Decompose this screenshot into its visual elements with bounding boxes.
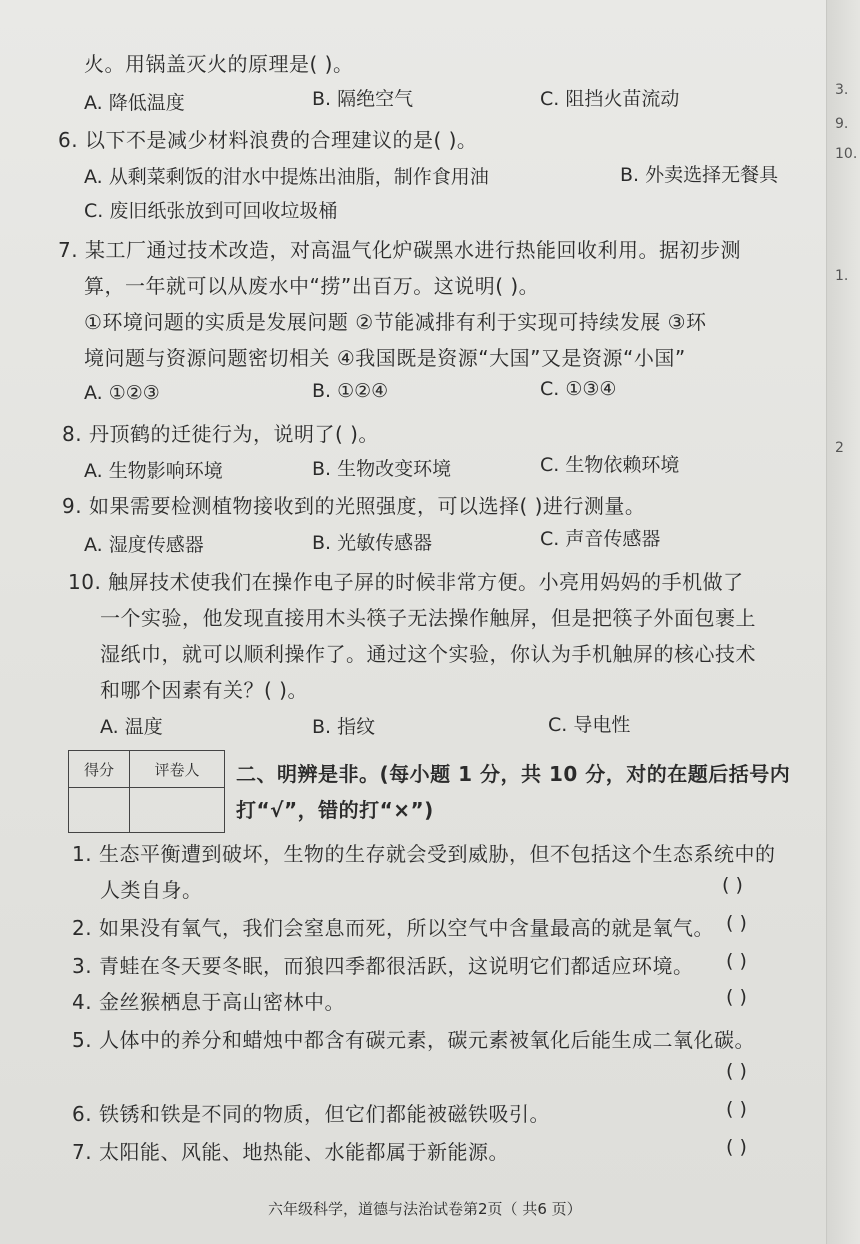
score-cell[interactable] xyxy=(69,788,130,833)
tf-q4-answer[interactable]: ( ) xyxy=(726,986,747,1008)
margin-mark: 9. xyxy=(835,116,849,132)
q6-stem: 6. 以下不是减少材料浪费的合理建议的是( )。 xyxy=(58,128,478,152)
q10-line-4: 和哪个因素有关？( )。 xyxy=(100,678,308,702)
tf-q2-answer[interactable]: ( ) xyxy=(726,912,747,934)
q6-option-c: C. 废旧纸张放到可回收垃圾桶 xyxy=(84,200,338,222)
q10-line-2: 一个实验，他发现直接用木头筷子无法操作触屏，但是把筷子外面包裹上 xyxy=(100,606,756,630)
q7-line-1: 7. 某工厂通过技术改造，对高温气化炉碳黑水进行热能回收利用。据初步测 xyxy=(58,238,741,262)
q8-option-a: A. 生物影响环境 xyxy=(84,460,223,482)
tf-q5: 5. 人体中的养分和蜡烛中都含有碳元素，碳元素被氧化后能生成二氧化碳。 xyxy=(72,1028,755,1052)
page-footer: 六年级科学，道德与法治试卷第2页（ 共6 页） xyxy=(268,1200,582,1218)
q10-option-b: B. 指纹 xyxy=(312,716,376,738)
tf-q5-answer[interactable]: ( ) xyxy=(726,1060,747,1082)
score-header: 得分 xyxy=(69,751,130,788)
score-table xyxy=(68,750,225,833)
section2-title-line1: 二、明辨是非。(每小题 1 分，共 10 分，对的在题后括号内 xyxy=(236,762,791,786)
tf-q1-answer[interactable]: ( ) xyxy=(722,874,743,896)
tf-q3: 3. 青蛙在冬天要冬眠，而狼四季都很活跃，这说明它们都适应环境。 xyxy=(72,954,694,978)
margin-mark: 1. xyxy=(835,268,849,284)
q8-option-b: B. 生物改变环境 xyxy=(312,458,452,480)
tf-q4: 4. 金丝猴栖息于高山密林中。 xyxy=(72,990,345,1014)
q7-option-c: C. ①③④ xyxy=(540,378,617,400)
tf-q1-line2: 人类自身。 xyxy=(100,878,203,902)
q5-option-c: C. 阻挡火苗流动 xyxy=(540,88,680,110)
q7-line-3: ①环境问题的实质是发展问题 ②节能减排有利于实现可持续发展 ③环 xyxy=(84,310,707,334)
q6-option-a: A. 从剩菜剩饭的泔水中提炼出油脂，制作食用油 xyxy=(84,166,489,188)
q10-option-c: C. 导电性 xyxy=(548,714,631,736)
tf-q6-answer[interactable]: ( ) xyxy=(726,1098,747,1120)
grader-cell[interactable] xyxy=(130,788,225,833)
margin-mark: 10. xyxy=(835,146,858,162)
q9-option-a: A. 湿度传感器 xyxy=(84,534,204,556)
section2-title-line2: 打“√”，错的打“×”) xyxy=(236,798,434,822)
grader-header: 评卷人 xyxy=(130,751,225,788)
q9-option-b: B. 光敏传感器 xyxy=(312,532,433,554)
tf-q7: 7. 太阳能、风能、地热能、水能都属于新能源。 xyxy=(72,1140,509,1164)
margin-mark: 2 xyxy=(835,440,844,456)
q10-line-1: 10. 触屏技术使我们在操作电子屏的时候非常方便。小亮用妈妈的手机做了 xyxy=(68,570,744,594)
q8-option-c: C. 生物依赖环境 xyxy=(540,454,680,476)
q6-option-b: B. 外卖选择无餐具 xyxy=(620,164,779,186)
q7-option-b: B. ①②④ xyxy=(312,380,389,402)
q5-option-b: B. 隔绝空气 xyxy=(312,88,414,110)
tf-q3-answer[interactable]: ( ) xyxy=(726,950,747,972)
margin-mark: 3. xyxy=(835,82,849,98)
q5-stem: 火。用锅盖灭火的原理是( )。 xyxy=(84,52,354,76)
tf-q6: 6. 铁锈和铁是不同的物质，但它们都能被磁铁吸引。 xyxy=(72,1102,550,1126)
tf-q2: 2. 如果没有氧气，我们会窒息而死，所以空气中含量最高的就是氧气。 xyxy=(72,916,714,940)
q9-option-c: C. 声音传感器 xyxy=(540,528,661,550)
tf-q1-line1: 1. 生态平衡遭到破坏，生物的生存就会受到威胁，但不包括这个生态系统中的 xyxy=(72,842,776,866)
adjacent-page-edge xyxy=(826,0,860,1244)
q7-line-2: 算，一年就可以从废水中“捞”出百万。这说明( )。 xyxy=(84,274,540,298)
q10-option-a: A. 温度 xyxy=(100,716,163,738)
q5-option-a: A. 降低温度 xyxy=(84,92,185,114)
q10-line-3: 湿纸巾，就可以顺利操作了。通过这个实验，你认为手机触屏的核心技术 xyxy=(100,642,756,666)
q8-stem: 8. 丹顶鹤的迁徙行为，说明了( )。 xyxy=(62,422,379,446)
tf-q7-answer[interactable]: ( ) xyxy=(726,1136,747,1158)
q7-option-a: A. ①②③ xyxy=(84,382,160,404)
q9-stem: 9. 如果需要检测植物接收到的光照强度，可以选择( )进行测量。 xyxy=(62,494,646,518)
q7-line-4: 境问题与资源问题密切相关 ④我国既是资源“大国”又是资源“小国” xyxy=(84,346,686,370)
